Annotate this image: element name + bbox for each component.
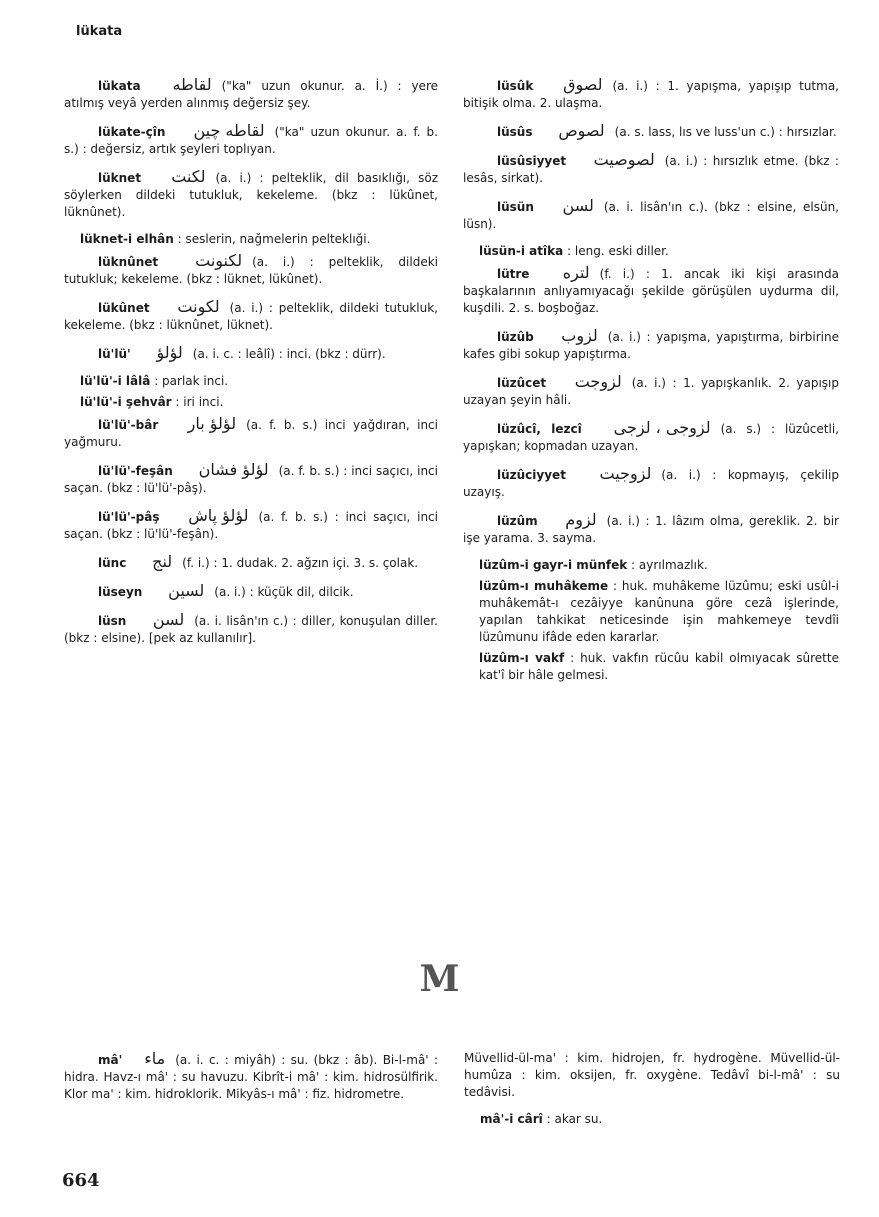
entry-arabic-script: لؤلؤ پاش <box>188 506 249 525</box>
entry-definition: : parlak inci. <box>154 374 229 388</box>
entry-headword: lüsûk <box>497 79 534 93</box>
entry-arabic-script: لصوق <box>563 75 603 94</box>
entry-arabic-script: لصوصيت <box>593 150 655 169</box>
entry-headword: lü'lü'-bâr <box>98 418 159 432</box>
dictionary-entry <box>64 611 438 647</box>
entry-headword: lü'lü'-pâş <box>98 510 160 524</box>
dictionary-entry <box>463 511 839 547</box>
left-column <box>64 76 438 657</box>
entry-headword: lüseyn <box>98 585 143 599</box>
entry-headword: lüzûm-i gayr-i münfek <box>479 558 628 572</box>
dictionary-entry <box>64 1050 438 1103</box>
entry-definition: Müvellid-ül-ma' : kim. hidrojen, fr. hydrogène. Müvellid-ül-humûza : kim. oksijen, fr. oxygène. Tedâvî bi-l-mâ' : su tedâvisi. <box>464 1051 840 1099</box>
entry-headword: lüsün <box>497 200 534 214</box>
entry-arabic-script: ماء <box>144 1049 166 1068</box>
section-letter: M <box>419 958 460 1000</box>
entry-definition: (a. i.) : 1. yapışma, yapışıp tutma, bitişik olma. 2. ulaşma. <box>463 79 839 110</box>
entry-definition: : huk. muhâkeme lüzûmu; eski usûl-i muhâkemât-ı cezâiyye kanûnuna göre cezâ işlerinde, yapılan tahkikat neticesinde işin mahkemeye tevdîi lüzûmunu ifâde eden kararlar. <box>479 579 839 644</box>
dictionary-entry <box>463 373 839 409</box>
dictionary-entry <box>463 419 839 455</box>
dictionary-entry <box>463 465 839 501</box>
entry-headword: lükate-çîn <box>98 125 166 139</box>
dictionary-entry <box>64 298 438 334</box>
entry-arabic-script: لزوجى ، لزجى <box>613 418 711 437</box>
dictionary-subentry <box>464 1111 840 1128</box>
dictionary-subentry <box>64 373 438 390</box>
entry-headword: lüzûm <box>497 514 538 528</box>
entry-definition: ("ka" uzun okunur. a. f. b. s.) : değersiz, artık şeyleri toplıyan. <box>64 125 438 156</box>
entry-headword: lükata <box>98 79 141 93</box>
entry-headword: lü'lü'-i lâlâ <box>80 374 151 388</box>
dictionary-entry <box>463 76 839 112</box>
dictionary-entry <box>464 1050 840 1101</box>
dictionary-entry <box>463 264 839 317</box>
entry-definition: (a. i.) : 1. lâzım olma, gereklik. 2. bir işe yarama. 3. sayma. <box>463 514 839 545</box>
entry-definition: (a. f. b. s.) : inci saçıcı, inci saçan. (bkz : lü'lü'-feşân). <box>64 510 438 541</box>
entry-headword: lüknet-i elhân <box>80 232 174 246</box>
entry-headword: lü'lü'-feşân <box>98 464 173 478</box>
dictionary-entry <box>64 461 438 497</box>
m-right-column <box>464 1050 840 1132</box>
dictionary-entry <box>64 553 438 572</box>
running-head: lükata <box>76 24 123 39</box>
entry-headword: lütre <box>497 267 530 281</box>
entry-definition: (a. i. lisân'ın c.). (bkz : elsine, elsün, lüsn). <box>463 200 839 231</box>
dictionary-entry <box>64 122 438 158</box>
entry-definition: : seslerin, nağmelerin pelteklıği. <box>177 232 371 246</box>
entry-headword: lüsün-i atîka <box>479 244 564 258</box>
entry-definition: (a. i. c. : leâlî) : inci. (bkz : dürr). <box>192 347 386 361</box>
entry-headword: lüzûm-ı vakf <box>479 651 565 665</box>
entry-headword: lüzûm-ı muhâkeme <box>479 579 609 593</box>
entry-arabic-script: لقاطه چين <box>193 121 265 140</box>
dictionary-entry <box>64 168 438 221</box>
entry-definition: (a. f. b. s.) inci yağdıran, inci yağmuru. <box>64 418 438 449</box>
entry-definition: (a. i.) : küçük dil, dilcik. <box>214 585 354 599</box>
entry-arabic-script: لسن <box>152 610 185 629</box>
entry-definition: (a. i.) : pelteklik, dil basıklığı, söz söylerken dildeki tutukluk, kekeleme. (bkz : lükûnet, lüknûnet). <box>64 171 438 219</box>
entry-headword: lüzûcî, lezcî <box>497 422 582 436</box>
entry-headword: lüzûb <box>497 330 534 344</box>
entry-definition: (a. f. b. s.) : inci saçıcı, inci saçan. (bkz : lü'lü'-pâş). <box>64 464 438 495</box>
dictionary-subentry <box>463 557 839 574</box>
entry-headword: lüsûsiyyet <box>497 154 567 168</box>
dictionary-entry <box>64 507 438 543</box>
entry-definition: (a. i.) : pelteklik, dildeki tutukluk; kekeleme. (bkz : lüknet, lükûnet). <box>64 255 438 286</box>
entry-arabic-script: لنج <box>152 552 173 571</box>
entry-definition: : huk. vakfın rücûu kabil olmıyacak sûrette kat'î bir hâle gelmesi. <box>479 651 839 682</box>
entry-definition: : akar su. <box>546 1112 603 1126</box>
dictionary-entry <box>64 252 438 288</box>
entry-definition: (f. i.) : 1. dudak. 2. ağzın içi. 3. s. çolak. <box>182 556 419 570</box>
entry-definition: ("ka" uzun okunur. a. İ.) : yere atılmış veyâ yerden alınmış değersiz şey. <box>64 79 438 110</box>
entry-definition: : iri inci. <box>175 395 224 409</box>
entry-headword: lüsûs <box>497 125 533 139</box>
right-column <box>463 76 839 688</box>
entry-arabic-script: لؤلؤ <box>156 343 183 362</box>
dictionary-subentry <box>463 243 839 260</box>
entry-arabic-script: لقاطه <box>172 75 212 94</box>
entry-arabic-script: لؤلؤ بار <box>187 414 237 433</box>
dictionary-entry <box>463 151 839 187</box>
dictionary-subentry <box>64 231 438 248</box>
entry-definition: (a. i.) : 1. yapışkanlık. 2. yapışıp uzayan şeyin hâli. <box>463 376 839 407</box>
dictionary-entry <box>463 327 839 363</box>
entry-definition: : ayrılmazlık. <box>631 558 708 572</box>
dictionary-entry <box>64 76 438 112</box>
entry-headword: lükûnet <box>98 301 150 315</box>
dictionary-entry <box>64 415 438 451</box>
dictionary-entry <box>463 197 839 233</box>
entry-definition: (a. s. lass, lıs ve luss'un c.) : hırsızlar. <box>614 125 837 139</box>
entry-headword: lüzûcet <box>497 376 547 390</box>
entry-definition: (a. i. c. : miyâh) : su. (bkz : âb). Bi-l-mâ' : hidra. Havz-ı mâ' : su havuzu. Kibrît-i mâ' : kim. hidrosülfirik. Klor ma' : kim. hidroklorik. Mikyâs-ı mâ' : fiz. hidrometre. <box>64 1053 438 1101</box>
entry-arabic-script: لسين <box>168 581 205 600</box>
entry-arabic-script: لؤلؤ فشان <box>198 460 269 479</box>
entry-arabic-script: لزوب <box>561 326 598 345</box>
entry-definition: (a. i.) : yapışma, yapıştırma, birbirine kafes gibi sokup yapıştırma. <box>463 330 839 361</box>
entry-definition: (a. i. lisân'ın c.) : diller, konuşulan diller. (bkz : elsine). [pek az kullanılır]. <box>64 614 438 645</box>
entry-headword: lü'lü'-i şehvâr <box>80 395 172 409</box>
entry-headword: lüknûnet <box>98 255 159 269</box>
entry-arabic-script: لزوم <box>565 510 597 529</box>
entry-definition: : leng. eski diller. <box>567 244 669 258</box>
entry-definition: (f. i.) : 1. ancak iki kişi arasında başkalarının anlıyamıyacağı şekilde görüşülen uydurma dil, kuşdili. 2. s. boşboğaz. <box>463 267 839 315</box>
entry-arabic-script: لتره <box>562 263 590 282</box>
page-number: 664 <box>62 1170 100 1191</box>
m-left-column <box>64 1050 438 1113</box>
entry-arabic-script: لكنونت <box>195 251 243 270</box>
dictionary-entry <box>64 344 438 363</box>
entry-definition: (a. i.) : pelteklik, dildeki tutukluk, kekeleme. (bkz : lüknûnet, lüknet). <box>64 301 438 332</box>
entry-arabic-script: لزوجت <box>574 372 622 391</box>
entry-definition: (a. i.) : hırsızlık etme. (bkz : lesâs, sirkat). <box>463 154 839 185</box>
entry-arabic-script: لزوجيت <box>599 464 652 483</box>
entry-headword: mâ' <box>98 1053 123 1067</box>
entry-arabic-script: لكونت <box>177 297 220 316</box>
entry-arabic-script: لسن <box>562 196 594 215</box>
entry-headword: mâ'-i cârî <box>480 1112 543 1126</box>
entry-definition: (a. s.) : lüzûcetli, yapışkan; kopmadan uzayan. <box>463 422 839 453</box>
dictionary-entry <box>64 582 438 601</box>
entry-headword: lüsn <box>98 614 127 628</box>
entry-headword: lüknet <box>98 171 142 185</box>
entry-headword: lüzûciyyet <box>497 468 566 482</box>
dictionary-subentry <box>463 578 839 646</box>
entry-headword: lü'lü' <box>98 347 131 361</box>
entry-headword: lünc <box>98 556 127 570</box>
entry-arabic-script: لكنت <box>171 167 206 186</box>
entry-definition: (a. i.) : kopmayış, çekilip uzayış. <box>463 468 839 499</box>
dictionary-entry <box>463 122 839 141</box>
entry-arabic-script: لصوص <box>558 121 605 140</box>
dictionary-subentry <box>64 394 438 411</box>
dictionary-subentry <box>463 650 839 684</box>
